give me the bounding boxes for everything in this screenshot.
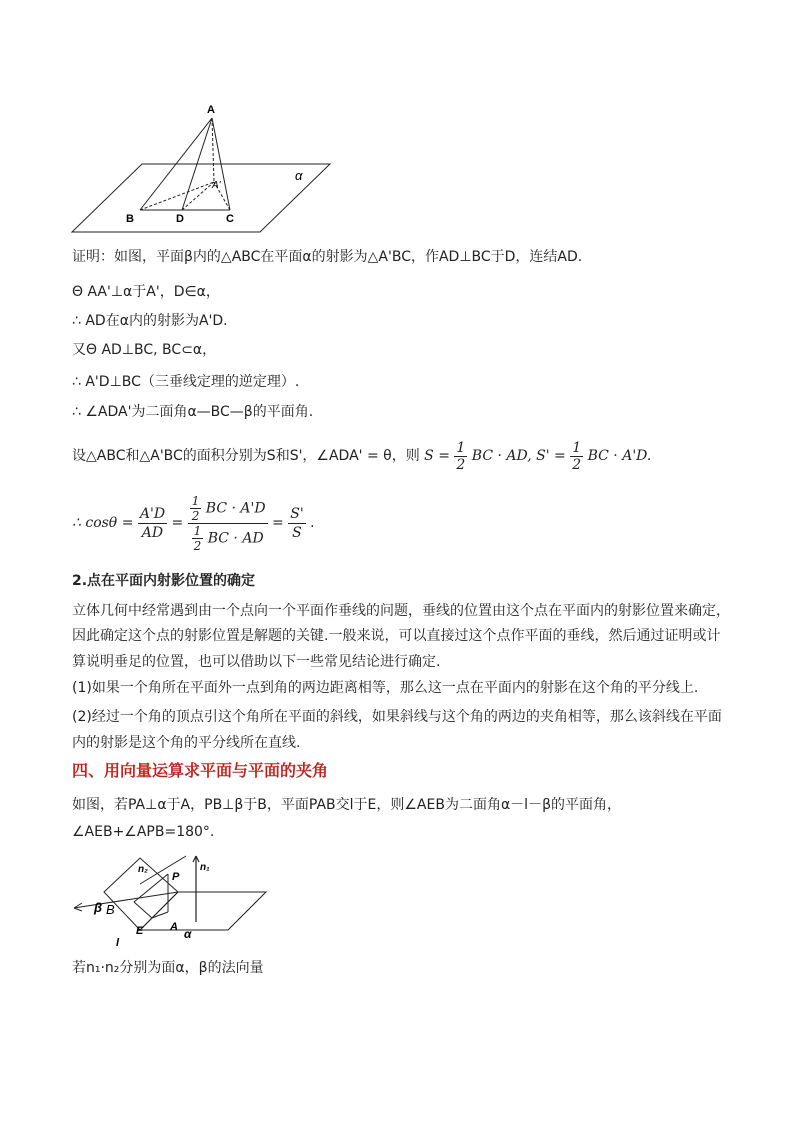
eq2-rhs: BC · A'D. <box>587 448 652 464</box>
cos-prefix: ∴ cosθ = <box>72 515 134 531</box>
plane-alpha-shape <box>72 164 330 232</box>
cos-equation <box>72 485 722 561</box>
section4-heading: 四、用向量运算求平面与平面的夹角 <box>72 761 329 780</box>
proof-line-1: 证明：如图，平面β内的△ABC在平面α的射影为△A'BC，作AD⊥BC于D，连结AD. <box>72 249 583 265</box>
cos-frac-1 <box>138 505 167 542</box>
label-P: P <box>172 871 180 883</box>
eq1-rhs: BC · AD, <box>471 448 532 464</box>
section2-p5: (2)经过一个角的顶点引这个角所在平面的斜线，如果斜线与这个角的两边的夹角相等，那么该斜线在平面 <box>72 709 722 725</box>
cos-frac-1-den: AD <box>141 524 164 541</box>
half-fraction-2 <box>570 440 583 473</box>
half-num: 1 <box>456 439 466 456</box>
half-num: 1 <box>191 493 200 508</box>
label-beta: β <box>94 900 103 915</box>
label-alpha: α <box>295 168 303 183</box>
eq1-lhs: S = <box>424 448 450 464</box>
section2-p6: 内的射影是这个角的平分线所在直线. <box>72 735 301 751</box>
half-den: 2 <box>191 508 200 523</box>
section4-line2: ∠AEB+∠APB=180°. <box>72 824 215 840</box>
label-B: B <box>126 213 134 225</box>
proof-line-4: 又Θ AD⊥BC, BC⊂α， <box>72 342 217 358</box>
half-den: 2 <box>456 456 466 473</box>
equals-1: = <box>171 515 184 531</box>
proof-line-2: Θ AA'⊥α于A'，D∈α， <box>72 284 220 300</box>
half-den: 2 <box>193 538 202 553</box>
cos-big-num <box>188 494 268 524</box>
cos-frac-3 <box>288 505 305 542</box>
cos-frac-3-num: S' <box>290 505 304 522</box>
eq2-lhs: S' = <box>536 448 566 464</box>
section2-p2: 因此确定这个点的射影位置是解题的关键.一般来说，可以直接过这个点作平面的垂线，然后通过证明或计 <box>72 628 721 644</box>
equals-2: = <box>272 515 284 531</box>
label-l: l <box>116 937 120 949</box>
half-den: 2 <box>572 456 582 473</box>
proof-line-5: ∴ A'D⊥BC（三垂线定理的逆定理）. <box>72 374 300 390</box>
cos-frac-1-num: A'D <box>139 505 166 522</box>
section2-p4: (1)如果一个角所在平面外一点到角的两边距离相等，那么这一点在平面内的射影在这个角的平分线上. <box>72 680 699 696</box>
label-alpha-2: α <box>184 927 192 941</box>
pyramid-figure <box>70 100 340 235</box>
label-E: E <box>136 925 144 937</box>
dihedral-figure <box>68 850 288 950</box>
half-num: 1 <box>193 523 202 538</box>
label-A: A <box>207 104 215 116</box>
cos-big-den <box>188 524 268 553</box>
cos-big-den-text: BC · AD <box>207 530 264 546</box>
label-n2: n₂ <box>138 864 148 875</box>
cos-big-fraction <box>188 494 268 553</box>
label-B-2: B <box>106 902 115 917</box>
cos-frac-3-den: S <box>292 524 302 541</box>
half-num: 1 <box>572 439 582 456</box>
section2-title: 2.点在平面内射影位置的确定 <box>72 573 256 589</box>
cos-big-num-text: BC · A'D <box>205 500 266 516</box>
section4-line1: 如图，若PA⊥α于A，PB⊥β于B，平面PAB交l于E，则∠AEB为二面角α－l－β的平面角， <box>72 797 621 813</box>
label-A-2: A <box>170 921 178 933</box>
area-equation-line <box>72 436 722 476</box>
label-n1: n₁ <box>200 862 210 873</box>
label-D: D <box>176 213 184 225</box>
section2-p3: 算说明垂足的位置，也可以借助以下一些常见结论进行确定. <box>72 654 441 670</box>
proof-line-6: ∴ ∠ADA'为二面角α—BC—β的平面角. <box>72 404 314 420</box>
half-fraction-1 <box>454 440 467 473</box>
period: . <box>310 515 315 531</box>
section2-p1: 立体几何中经常遇到由一个点向一个平面作垂线的问题，垂线的位置由这个点在平面内的射影位置来确定， <box>72 603 730 619</box>
proof-line-3: ∴ AD在α内的射影为A'D. <box>72 313 228 329</box>
area-prefix: 设△ABC和△A'BC的面积分别为S和S'，∠ADA' = θ，则 <box>72 448 420 464</box>
section4-last-line: 若n₁·n₂分别为面α，β的法向量 <box>72 960 264 976</box>
label-C: C <box>226 213 234 225</box>
label-A-prime: A' <box>212 180 221 191</box>
